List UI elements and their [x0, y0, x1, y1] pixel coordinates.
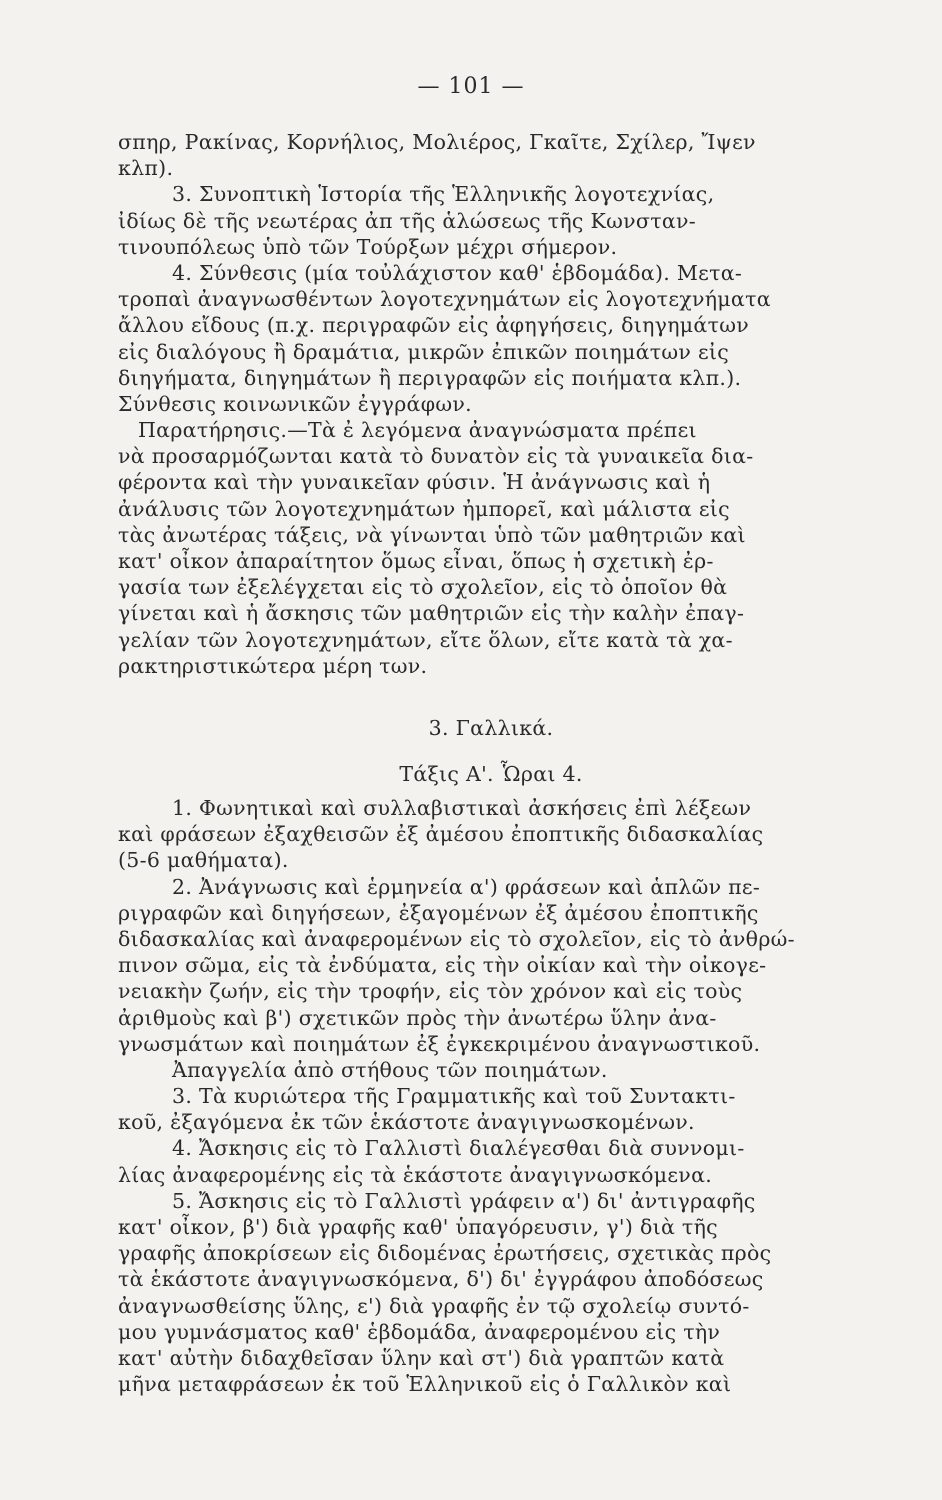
text-line: νὰ προσαρμόζωνται κατὰ τὸ δυνατὸν εἰς τὰ γυναικεῖα δια- — [118, 444, 754, 469]
section-heading: 3. Γαλλικά. — [428, 716, 554, 740]
text-line: γραφῆς ἀποκρίσεων εἰς διδομένας ἐρωτήσεις, σχετικὰς πρὸς — [118, 1241, 772, 1266]
text-line: ἀριθμοὺς καὶ β') σχετικῶν πρὸς τὴν ἀνωτέρω ὕλην ἀνα- — [118, 1005, 717, 1030]
text-line: πινον σῶμα, εἰς τὰ ἐνδύματα, εἰς τὴν οἰκίαν καὶ τὴν οἰκογε- — [118, 953, 767, 978]
text-line: 5. Ἄσκησις εἰς τὸ Γαλλιστὶ γράφειν α') δι' ἀντιγραφῆς — [172, 1188, 756, 1213]
remark-line: Παρατήρησις.—Τὰ ἐ λεγόμενα ἀναγνώσματα πρέπει — [138, 418, 697, 443]
text-line: (5-6 μαθήματα). — [118, 848, 289, 873]
text-line: τὰ ἑκάστοτε ἀναγιγνωσκόμενα, δ') δι' ἐγγράφου ἀποδόσεως — [118, 1267, 764, 1292]
text-line: διδασκαλίας καὶ ἀναφερομένων εἰς τὸ σχολεῖον, εἰς τὸ ἀνθρώ- — [118, 926, 795, 951]
text-line: 1. Φωνητικαὶ καὶ συλλαβιστικαὶ ἀσκήσεις ἐπὶ λέξεων — [172, 796, 752, 820]
text-line: Σύνθεσις κοινωνικῶν ἐγγράφων. — [118, 391, 472, 416]
text-line: ἀναγνωσθείσης ὕλης, ε') διὰ γραφῆς ἐν τῷ σχολείῳ συντό- — [118, 1293, 750, 1318]
text-line: κοῦ, ἐξαγόμενα ἐκ τῶν ἑκάστοτε ἀναγιγνωσκομένων. — [118, 1110, 695, 1135]
text-line: γελίαν τῶν λογοτεχνημάτων, εἴτε ὅλων, εἴτε κατὰ τὰ χα- — [118, 627, 733, 652]
text-line: τὰς ἀνωτέρας τάξεις, νὰ γίνωνται ὑπὸ τῶν μαθητριῶν καὶ — [118, 522, 746, 547]
text-line: εἰς διαλόγους ἢ δραμάτια, μικρῶν ἐπικῶν ποιημάτων εἰς — [118, 339, 730, 364]
text-line: ἀνάλυσις τῶν λογοτεχνημάτων ἠμπορεῖ, καὶ μάλιστα εἰς — [118, 496, 730, 521]
text-line: ριγραφῶν καὶ διηγήσεων, ἐξαγομένων ἐξ ἀμέσου ἐποπτικῆς — [118, 900, 759, 925]
text-line: τροπαὶ ἀναγνωσθέντων λογοτεχνημάτων εἰς λογοτεχνήματα — [118, 287, 771, 312]
text-line: ἄλλου εἴδους (π.χ. περιγραφῶν εἰς ἀφηγήσεις, διηγημάτων — [118, 313, 749, 338]
text-line: φέροντα καὶ τὴν γυναικεῖαν φύσιν. Ἡ ἀνάγνωσις καὶ ἡ — [118, 470, 711, 495]
text-line: μου γυμνάσματος καθ' ἑβδομάδα, ἀναφερομένου εἰς τὴν — [118, 1319, 721, 1344]
text-line: κατ' οἶκον ἀπαραίτητον ὅμως εἶναι, ὅπως ἡ σχετικὴ ἐρ- — [118, 549, 714, 573]
text-line: μῆνα μεταφράσεων ἐκ τοῦ Ἑλληνικοῦ εἰς ὁ Γαλλικὸν καὶ — [118, 1372, 732, 1397]
text-line: λίας ἀναφερομένης εἰς τὰ ἑκάστοτε ἀναγιγνωσκόμενα. — [118, 1162, 713, 1187]
text-line: κατ' οἶκον, β') διὰ γραφῆς καθ' ὑπαγόρευσιν, γ') διὰ τῆς — [118, 1215, 718, 1239]
text-line: γίνεται καὶ ἡ ἄσκησις τῶν μαθητριῶν εἰς τὴν καλὴν ἐπαγ- — [118, 601, 745, 626]
text-line: γνωσμάτων καὶ ποιημάτων ἐξ ἐγκεκριμένου ἀναγνωστικοῦ. — [118, 1031, 761, 1056]
text-line: νειακὴν ζωήν, εἰς τὴν τροφήν, εἰς τὸν χρόνον καὶ εἰς τοὺς — [118, 979, 743, 1004]
text-line: ρακτηριστικώτερα μέρη των. — [118, 653, 428, 678]
literature-section — [118, 129, 780, 679]
text-line: 4. Ἄσκησις εἰς τὸ Γαλλιστὶ διαλέγεσθαι διὰ συννομι- — [172, 1136, 745, 1161]
text-line: 2. Ἀνάγνωσις καὶ ἑρμηνεία α') φράσεων καὶ ἁπλῶν πε- — [172, 874, 761, 899]
french-section — [118, 795, 795, 1397]
text-line: τινουπόλεως ὑπὸ τῶν Τούρξων μέχρι σήμερον. — [118, 234, 618, 259]
text-line: διηγήματα, διηγημάτων ἢ περιγραφῶν εἰς ποιήματα κλπ.). — [118, 365, 742, 390]
text-line: Ἀπαγγελία ἀπὸ στήθους τῶν ποιημάτων. — [172, 1057, 608, 1082]
text-line: κατ' αὐτὴν διδαχθεῖσαν ὕλην καὶ στ') διὰ γραπτῶν κατὰ — [118, 1345, 725, 1370]
text-line: σπηρ, Ρακίνας, Κορνήλιος, Μολιέρος, Γκαῖτε, Σχίλερ, Ἴψεν — [118, 130, 756, 154]
text-line: ἰδίως δὲ τῆς νεωτέρας ἀπ τῆς ἁλώσεως τῆς Κωνσταν- — [118, 208, 696, 233]
class-heading: Τάξις Α'. Ὧραι 4. — [399, 762, 583, 786]
text-line: 3. Τὰ κυριώτερα τῆς Γραμματικῆς καὶ τοῦ Συντακτι- — [172, 1084, 736, 1109]
text-line: κλπ). — [118, 156, 174, 181]
text-line: γασία των ἐξελέγχεται εἰς τὸ σχολεῖον, εἰς τὸ ὁποῖον θὰ — [118, 575, 728, 600]
page-number: — 101 — — [417, 74, 525, 99]
text-line: 3. Συνοπτικὴ Ἱστορία τῆς Ἑλληνικῆς λογοτεχνίας, — [172, 182, 715, 207]
text-line: καὶ φράσεων ἐξαχθεισῶν ἐξ ἀμέσου ἐποπτικῆς διδασκαλίας — [118, 822, 764, 847]
text-line: 4. Σύνθεσις (μία τοὐλάχιστον καθ' ἑβδομάδα). Μετα- — [172, 260, 743, 285]
